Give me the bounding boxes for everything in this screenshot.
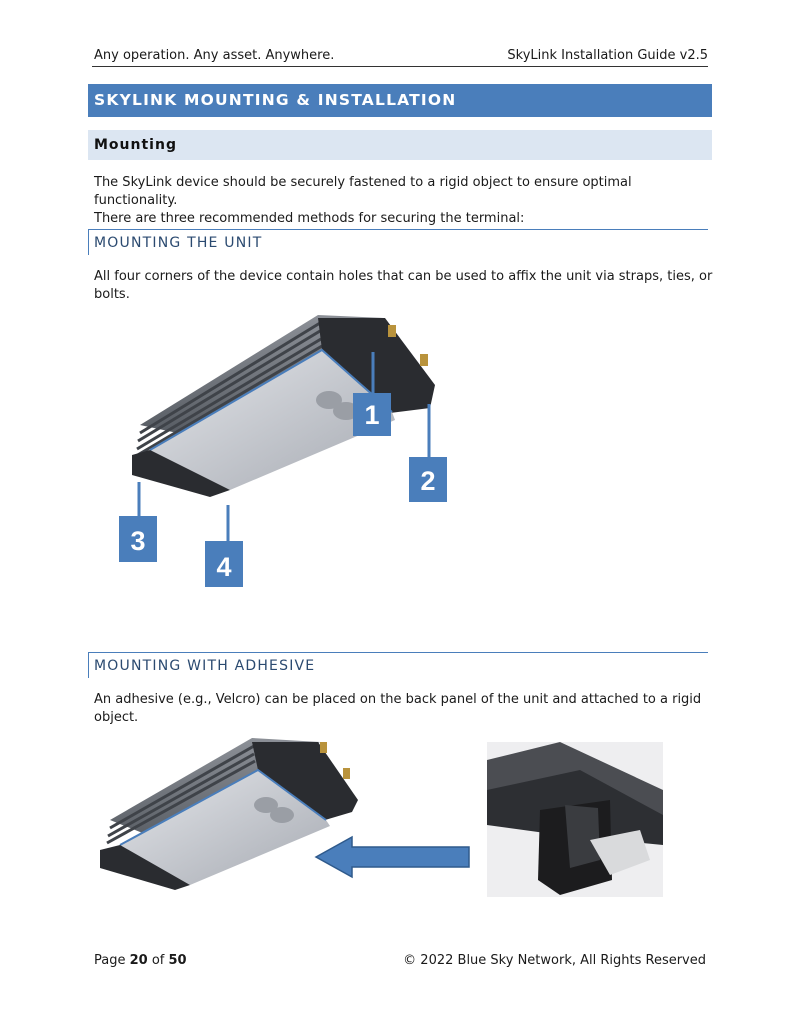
section-title: Mounting bbox=[88, 130, 712, 160]
heading-mounting-adhesive: MOUNTING WITH ADHESIVE bbox=[88, 652, 708, 678]
intro-line-1: The SkyLink device should be securely fastened to a rigid object to ensure optimal functionality. bbox=[94, 175, 632, 208]
callout-4 bbox=[205, 541, 243, 587]
callout-2 bbox=[409, 457, 447, 502]
callout-4-label: 4 bbox=[216, 552, 232, 582]
callout-1-label: 1 bbox=[364, 400, 380, 430]
callout-3-label: 3 bbox=[130, 526, 146, 556]
left-arrow-icon bbox=[316, 837, 469, 877]
chapter-banner: SKYLINK MOUNTING & INSTALLATION bbox=[88, 84, 712, 117]
header-tagline: Any operation. Any asset. Anywhere. bbox=[94, 48, 335, 63]
intro-line-2: There are three recommended methods for securing the terminal: bbox=[94, 211, 525, 226]
mounting-unit-text: All four corners of the device contain holes that can be used to affix the unit via straps, ties, or bolts. bbox=[94, 269, 713, 302]
callout-1 bbox=[353, 393, 391, 436]
page-total: 50 bbox=[168, 953, 187, 968]
copyright: © 2022 Blue Sky Network, All Rights Reserved bbox=[403, 953, 706, 968]
mounting-adhesive-text: An adhesive (e.g., Velcro) can be placed on the back panel of the unit and attached to a rigid object. bbox=[94, 692, 702, 725]
page-prefix: Page bbox=[94, 953, 130, 968]
callout-2-label: 2 bbox=[420, 466, 436, 496]
velcro-photo bbox=[487, 742, 663, 897]
page-indicator bbox=[94, 953, 187, 968]
heading-mounting-unit: MOUNTING THE UNIT bbox=[88, 229, 708, 255]
header-guide-title: SkyLink Installation Guide v2.5 bbox=[507, 48, 708, 63]
page-of: of bbox=[147, 953, 169, 968]
page-current: 20 bbox=[129, 953, 148, 968]
callout-3 bbox=[119, 516, 157, 562]
adhesive-device-image bbox=[100, 738, 358, 890]
